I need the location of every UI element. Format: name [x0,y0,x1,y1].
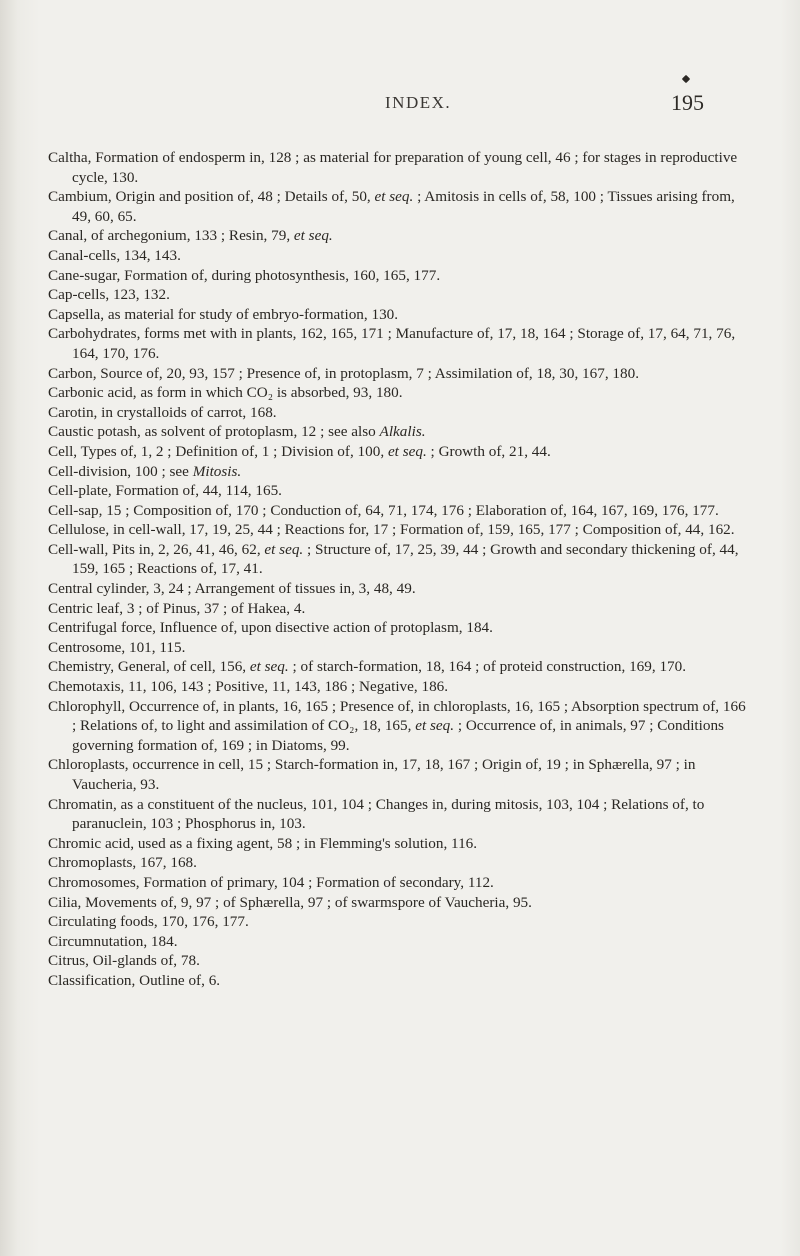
index-entry: Cap-cells, 123, 132. [48,286,170,304]
index-entry: Cell, Types of, 1, 2 ; Definition of, 1 ; Division of, 100, et seq. ; Growth of, 21, 44. [48,442,551,460]
index-entry: Cell-wall, Pits in, 2, 26, 41, 46, 62, et seq. ; Structure of, 17, 25, 39, 44 ; Growth and secondary thickening of, 44, 159, 165 ; Reactions of, 17, 41. [48,540,739,578]
index-entry: Centrosome, 101, 115. [48,638,186,656]
index-entry: Caustic potash, as solvent of protoplasm, 12 ; see also Alkalis. [48,423,426,441]
running-head: INDEX. [385,93,452,112]
index-entry: Cane-sugar, Formation of, during photosynthesis, 160, 165, 177. [48,266,441,284]
index-entry: Chromosomes, Formation of primary, 104 ; Formation of secondary, 112. [48,873,494,891]
index-entry: Cell-sap, 15 ; Composition of, 170 ; Conduction of, 64, 71, 174, 176 ; Elaboration of, 164, 167, 169, 176, 177. [48,501,719,519]
index-entry: Cell-plate, Formation of, 44, 114, 165. [48,482,282,500]
index-entry: Citrus, Oil-glands of, 78. [48,952,200,970]
index-entry: Caltha, Formation of endosperm in, 128 ; as material for preparation of young cell, 46 ; for stages in reproductive cycle, 130. [48,149,738,186]
index-entry: Classification, Outline of, 6. [48,971,221,989]
ink-mark [682,75,690,83]
index-entry: Canal-cells, 134, 143. [48,246,181,264]
index-entry: Carbonic acid, as form in which CO₂ is absorbed, 93, 180. [48,384,403,402]
index-entry: Carbohydrates, forms met with in plants, 162, 165, 171 ; Manufacture of, 17, 18, 164 ; Storage of, 17, 64, 71, 76, 164, 170, 176. [48,325,736,362]
index-entry: Cilia, Movements of, 9, 97 ; of Sphærella, 97 ; of swarmspore of Vaucheria, 95. [48,893,532,911]
page-number: 195 [671,90,704,115]
index-entry: Chromoplasts, 167, 168. [48,854,197,872]
index-entry: Centric leaf, 3 ; of Pinus, 37 ; of Hakea, 4. [48,599,306,617]
index-entry: Chromic acid, used as a fixing agent, 58 ; in Flemming's solution, 116. [48,834,478,852]
index-entry: Chloroplasts, occurrence in cell, 15 ; Starch-formation in, 17, 18, 167 ; Origin of, 19 ; in Sphærella, 97 ; in Vaucheria, 93. [48,756,696,793]
index-entry: Circulating foods, 170, 176, 177. [48,913,249,931]
index-entry: Chemotaxis, 11, 106, 143 ; Positive, 11, 143, 186 ; Negative, 186. [48,678,449,696]
index-entry: Capsella, as material for study of embryo-formation, 130. [48,305,399,323]
index-entry: Cell-division, 100 ; see Mitosis. [48,462,242,480]
index-entry: Cellulose, in cell-wall, 17, 19, 25, 44 ; Reactions for, 17 ; Formation of, 159, 165, 177 ; Composition of, 44, 162. [48,521,735,539]
index-entries [48,148,748,991]
index-entry: Chemistry, General, of cell, 156, et seq. ; of starch-formation, 18, 164 ; of proteid construction, 169, 170. [48,658,687,676]
index-entry: Centrifugal force, Influence of, upon disective action of protoplasm, 184. [48,619,493,637]
index-entry: Canal, of archegonium, 133 ; Resin, 79, et seq. [48,227,333,245]
index-entry: Carbon, Source of, 20, 93, 157 ; Presence of, in protoplasm, 7 ; Assimilation of, 18, 30, 167, 180. [48,364,639,382]
index-entry: Chlorophyll, Occurrence of, in plants, 16, 165 ; Presence of, in chloroplasts, 16, 165 ; Absorption spectrum of, 166 ; Relations of, to light and assimilation of CO₂, 18, 165, et seq. ; Occurrence of, in animals, 97 ; Conditions governing formation of, 169 ; in Diatoms, 99. [48,697,746,754]
index-entry: Cambium, Origin and position of, 48 ; Details of, 50, et seq. ; Amitosis in cells of, 58, 100 ; Tissues arising from, 49, 60, 65. [48,188,735,225]
index-entry: Chromatin, as a constituent of the nucleus, 101, 104 ; Changes in, during mitosis, 103, 104 ; Relations of, to paranuclein, 103 ; Phosphorus in, 103. [48,795,705,833]
page-header [0,90,800,117]
index-entry: Circumnutation, 184. [48,932,178,950]
index-entry: Carotin, in crystalloids of carrot, 168. [48,403,277,421]
index-entry: Central cylinder, 3, 24 ; Arrangement of tissues in, 3, 48, 49. [48,580,416,598]
